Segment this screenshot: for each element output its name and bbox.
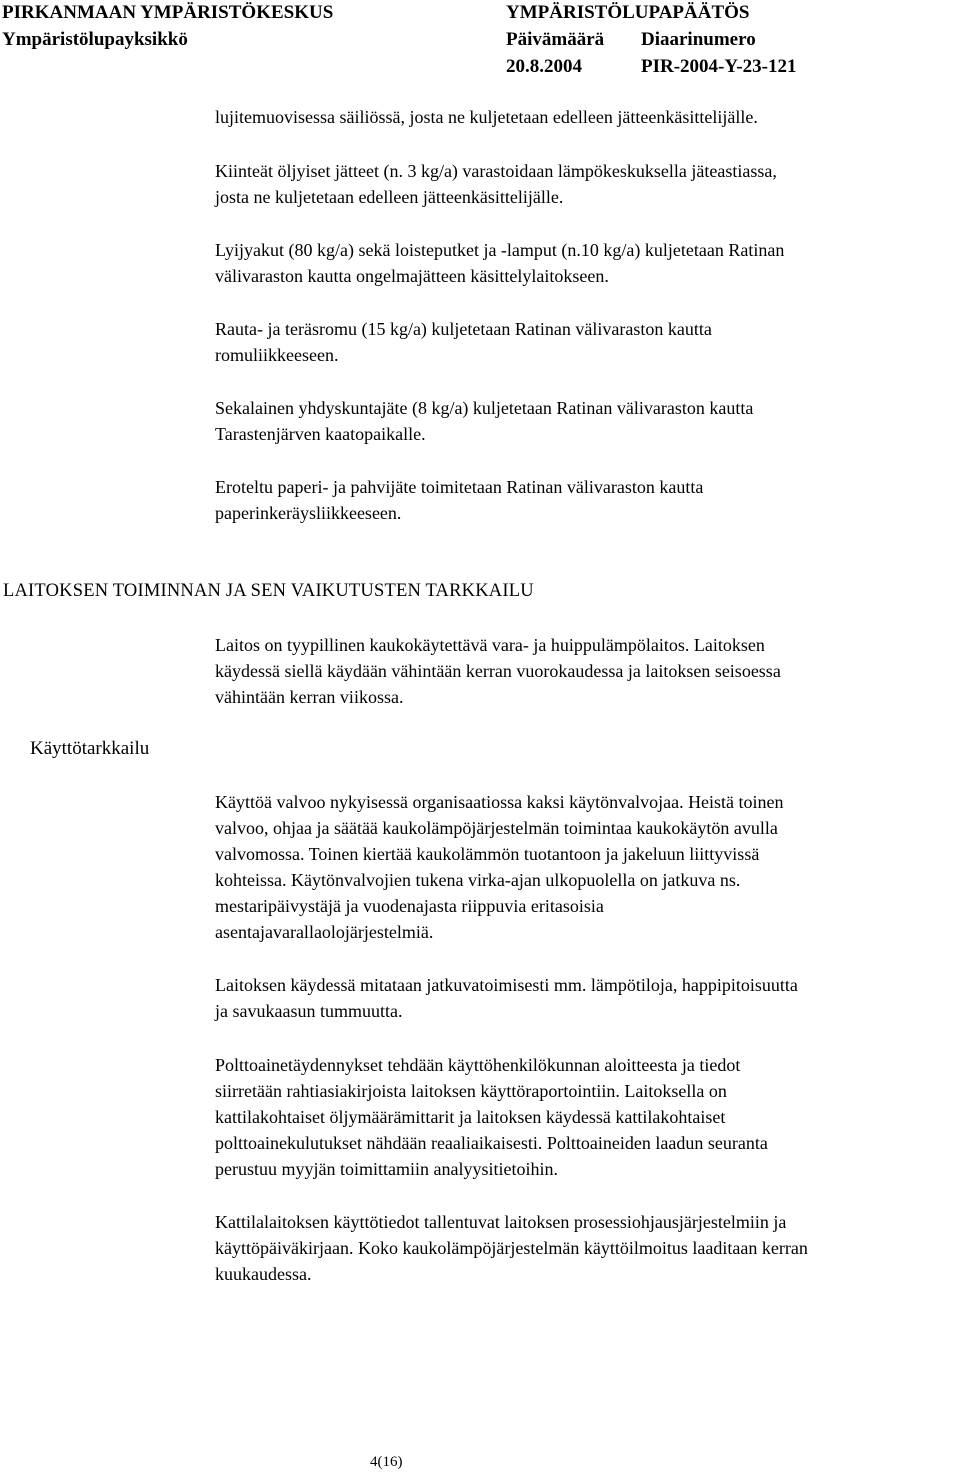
text-line: Tarastenjärven kaatopaikalle. [215, 424, 426, 444]
paragraph-operating-data [215, 1209, 960, 1287]
paragraph-paper-waste [215, 474, 960, 526]
header-organization: PIRKANMAAN YMPÄRISTÖKESKUS [2, 2, 334, 23]
text-line: mestaripäivystäjä ja vuodenajasta riippuvia eritasoisia [215, 896, 604, 916]
header-reference-number: PIR-2004-Y-23-121 [641, 56, 797, 77]
text-line: Sekalainen yhdyskuntajäte (8 kg/a) kuljetetaan Ratinan välivaraston kautta [215, 398, 754, 418]
side-label-operation-monitoring: Käyttötarkkailu [30, 738, 150, 759]
text-line: ja savukaasun tummuutta. [215, 1001, 403, 1021]
paragraph-fuel-supply [215, 1052, 960, 1182]
header-reference-label: Diaarinumero [641, 29, 756, 50]
text-line: Lyijyakut (80 kg/a) sekä loisteputket ja -lamput (n.10 kg/a) kuljetetaan Ratinan [215, 240, 785, 260]
header-unit: Ympäristölupayksikkö [2, 29, 188, 50]
text-line: kattilakohtaiset öljymäärämittarit ja laitoksen käydessä kattilakohtaiset [215, 1107, 726, 1127]
text-line: vähintään kerran viikossa. [215, 687, 404, 707]
paragraph-scrap-metal [215, 316, 960, 368]
text-line: romuliikkeeseen. [215, 345, 339, 365]
text-line: perustuu myyjän toimittamiin analyysitietoihin. [215, 1159, 558, 1179]
text-line: paperinkeräysliikkeeseen. [215, 503, 402, 523]
paragraph-municipal-waste [215, 395, 960, 447]
text-line: Rauta- ja teräsromu (15 kg/a) kuljetetaan Ratinan välivaraston kautta [215, 319, 712, 339]
text-line: kohteissa. Käytönvalvojien tukena virka-ajan ulkopuolella on jatkuva ns. [215, 870, 741, 890]
header-date-label: Päivämäärä [506, 29, 605, 50]
text-line: Polttoainetäydennykset tehdään käyttöhenkilökunnan aloitteesta ja tiedot [215, 1055, 741, 1075]
text-line: valvomossa. Toinen kiertää kaukolämmön tuotantoon ja jakeluun liittyvissä [215, 844, 760, 864]
text-line: Käyttöä valvoo nykyisessä organisaatiossa kaksi käytönvalvojaa. Heistä toinen [215, 792, 784, 812]
text-line: siirretään rahtiasiakirjoista laitoksen käyttöraportointiin. Laitoksella on [215, 1081, 727, 1101]
paragraph-continuous-measurement [215, 972, 960, 1024]
paragraph-waste-continued [215, 104, 960, 130]
header-document-type: YMPÄRISTÖLUPAPÄÄTÖS [506, 2, 750, 23]
paragraph-plant-description [215, 632, 960, 710]
text-line: kuukaudessa. [215, 1264, 312, 1284]
text-line: Laitos on tyypillinen kaukokäytettävä vara- ja huippulämpölaitos. Laitoksen [215, 635, 765, 655]
text-line: välivaraston kautta ongelmajätteen käsittelylaitokseen. [215, 266, 609, 286]
text-line: valvoo, ohjaa ja säätää kaukolämpöjärjestelmän toimintaa kaukokäytön avulla [215, 818, 778, 838]
page-number: 4(16) [370, 1454, 403, 1470]
text-line: asentajavarallaolojärjestelmiä. [215, 922, 434, 942]
text-line: Kattilalaitoksen käyttötiedot tallentuvat laitoksen prosessiohjausjärjestelmiin ja [215, 1212, 787, 1232]
text-line: polttoainekulutukset nähdään reaaliaikaisesti. Polttoaineiden laadun seuranta [215, 1133, 768, 1153]
header-date: 20.8.2004 [506, 56, 582, 77]
section-heading: LAITOKSEN TOIMINNAN JA SEN VAIKUTUSTEN TARKKAILU [3, 581, 534, 601]
paragraph-operation-supervision [215, 789, 960, 945]
text-line: Laitoksen käydessä mitataan jatkuvatoimisesti mm. lämpötiloja, happipitoisuutta [215, 975, 798, 995]
text-line: Eroteltu paperi- ja pahvijäte toimitetaan Ratinan välivaraston kautta [215, 477, 704, 497]
text-line: Kiinteät öljyiset jätteet (n. 3 kg/a) varastoidaan lämpökeskuksella jäteastiassa, [215, 161, 777, 181]
paragraph-oily-waste [215, 158, 960, 210]
paragraph-batteries-lamps [215, 237, 960, 289]
text-line: lujitemuovisessa säiliössä, josta ne kuljetetaan edelleen jätteenkäsittelijälle. [215, 107, 758, 127]
text-line: käydessä siellä käydään vähintään kerran vuorokaudessa ja laitoksen seisoessa [215, 661, 781, 681]
text-line: josta ne kuljetetaan edelleen jätteenkäsittelijälle. [215, 187, 564, 207]
text-line: käyttöpäiväkirjaan. Koko kaukolämpöjärjestelmän käyttöilmoitus laaditaan kerran [215, 1238, 808, 1258]
